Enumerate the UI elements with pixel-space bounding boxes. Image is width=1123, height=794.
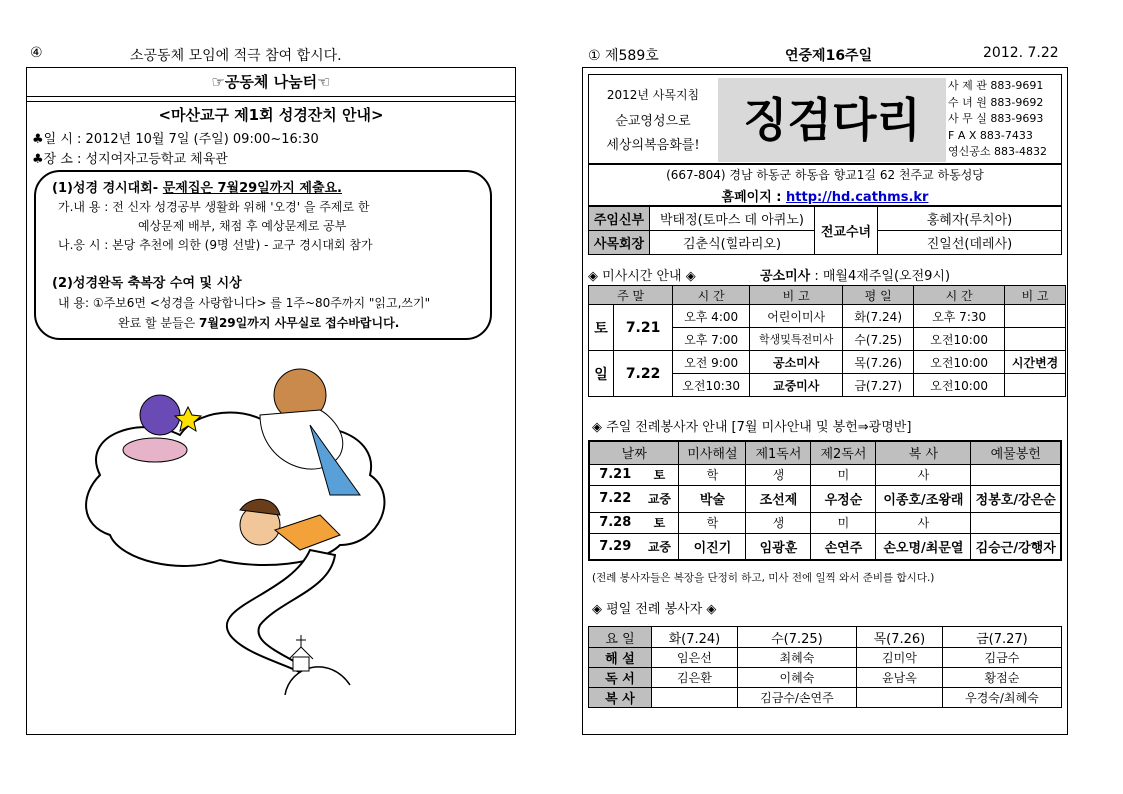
sunday-servers-table: [588, 440, 1062, 561]
contact-list: [948, 78, 1062, 161]
sunday-head-commentary: 미사해설: [679, 441, 746, 464]
sunday-row-reading2: 손연주: [811, 533, 876, 560]
weekday-altar-tue: [652, 688, 738, 708]
weekday-servers-table: [588, 626, 1062, 708]
issue-date: 2012. 7.22: [983, 45, 1059, 61]
sunday-row-altar: 손오명/최문열: [876, 533, 971, 560]
sunday-row: [589, 512, 1061, 533]
issue-number: ① 제589호: [588, 48, 659, 64]
policy-line2: 세상의복음화를!: [606, 138, 700, 153]
section1-exam: 나.응 시 : 본당 추천에 의한 (9명 선발) - 교구 경시대회 참가: [58, 238, 373, 252]
sun-day: 일: [589, 351, 614, 397]
sunday-row-reading1: 생: [746, 464, 811, 485]
weekday-day-2: 수(7.25): [843, 328, 914, 351]
sunday-row-day: 토: [640, 512, 678, 533]
sat-date: 7.21: [614, 305, 673, 351]
liturgical-season: 연중제16주일: [785, 48, 873, 64]
sunday-row-day: 교중: [640, 485, 678, 512]
weekday-reading-fri: 황점순: [942, 668, 1061, 688]
sunday-row-offering: 김승근/강행자: [971, 533, 1061, 560]
sunday-row-altar: 사: [876, 512, 971, 533]
sunday-row-day: 교중: [640, 533, 678, 560]
sunday-row-reading2: 우정순: [811, 485, 876, 512]
section1-heading-text: (1)성경 경시대회-: [52, 181, 163, 196]
sunday-row-date: 7.29: [589, 533, 640, 560]
section1-content-cont: 예상문제 배부, 채점 후 예상문제로 공부: [138, 219, 347, 233]
sunday-head-date: 날짜: [589, 441, 679, 464]
mass-head-weekend: 주 말: [589, 286, 673, 305]
event-date: ♣일 시 : 2012년 10월 7일 (주일) 09:00~16:30: [32, 132, 319, 147]
newsletter-logo: 징검다리: [718, 78, 946, 162]
community-banner: ☞공동체 나눔터☜: [27, 68, 515, 97]
sunday-row-date: 7.22: [589, 485, 640, 512]
sunday-row-reading2: 미: [811, 512, 876, 533]
mass-schedule-title: ◈ 미사시간 안내 ◈: [588, 269, 696, 284]
sun-note-1: 공소미사: [750, 351, 843, 374]
weekday-time-3: 오전10:00: [914, 351, 1005, 374]
sunday-row: [589, 464, 1061, 485]
sunday-row-day: 토: [640, 464, 678, 485]
sunday-row-offering: [971, 512, 1061, 533]
section1-deadline: 문제집은 7월29일까지 제출요.: [162, 181, 342, 196]
mass-head-weekday: 평 일: [843, 286, 914, 305]
chapel-icon: [293, 657, 309, 671]
weekday-note-4: [1005, 374, 1066, 397]
weekday-reading-tue: 김은환: [652, 668, 738, 688]
sunday-row: [589, 485, 1061, 512]
mass-schedule-table: [588, 285, 1066, 397]
weekday-altar-fri: 우경숙/최혜숙: [942, 688, 1061, 708]
sunday-row-reading1: 생: [746, 512, 811, 533]
staff-table: [588, 206, 1062, 255]
weekday-time-2: 오전10:00: [914, 328, 1005, 351]
section1-content: 가.내 용 : 전 신자 성경공부 생활화 위해 '오경' 을 주제로 한: [58, 200, 370, 214]
child-head-icon: [140, 395, 180, 435]
section2-heading: (2)성경완독 축복장 수여 및 시상: [52, 276, 242, 291]
sunday-row-offering: [971, 464, 1061, 485]
parish-address: (667-804) 경남 하동군 하동읍 향교1길 62 천주교 하동성당: [666, 168, 984, 182]
sunday-row: [589, 533, 1061, 560]
sister2-name: 진일선(데레사): [878, 231, 1062, 255]
council-label: 사목회장: [589, 231, 650, 255]
sunday-row-reading2: 미: [811, 464, 876, 485]
weekday-reading-label: 독 서: [589, 668, 652, 688]
sunday-row-commentary: 이진기: [679, 533, 746, 560]
contact-rectory: 사 제 관 883-9691: [948, 79, 1044, 92]
sat-time-1: 오후 4:00: [673, 305, 750, 328]
mission-mass-text: : 매월4재주일(오전9시): [810, 269, 951, 284]
sunday-servers-title: ◈ 주일 전례봉사자 안내 [7월 미사안내 및 봉헌⇒광명반]: [592, 420, 912, 435]
homepage-link[interactable]: http://hd.cathms.kr: [786, 190, 929, 205]
sunday-row-altar: 사: [876, 464, 971, 485]
mission-mass-note: [760, 265, 950, 284]
sun-date: 7.22: [614, 351, 673, 397]
sunday-row-commentary: 학: [679, 512, 746, 533]
weekday-reading-thu: 윤남옥: [856, 668, 942, 688]
sat-note-2: 학생및특전미사: [750, 328, 843, 351]
weekday-day-4: 금(7.27): [843, 374, 914, 397]
section2-deadline: 7월29일까지 사무실로 접수바랍니다.: [199, 316, 400, 330]
sat-day: 토: [589, 305, 614, 351]
policy-line1: 순교영성으로: [615, 114, 691, 129]
weekday-time-4: 오전10:00: [914, 374, 1005, 397]
sisters-label: 전교수녀: [815, 207, 878, 255]
weekday-day-1: 화(7.24): [843, 305, 914, 328]
mass-head-time: 시 간: [673, 286, 750, 305]
sun-note-2: 교중미사: [750, 374, 843, 397]
weekday-day-3: 목(7.26): [843, 351, 914, 374]
sunday-row-commentary: 박술: [679, 485, 746, 512]
council-name: 김춘식(힐라리오): [650, 231, 815, 255]
sunday-row-date: 7.21: [589, 464, 640, 485]
weekday-note-2: [1005, 328, 1066, 351]
sunday-head-reading1: 제1독서: [746, 441, 811, 464]
mass-head-note2: 비 고: [1005, 286, 1066, 305]
event-place: ♣장 소 : 성지여자고등학교 체육관: [32, 152, 228, 167]
sunday-head-offering: 예물봉헌: [971, 441, 1061, 464]
sat-note-1: 어린이미사: [750, 305, 843, 328]
section2-content-cont: [118, 314, 399, 331]
weekday-head-label: 요 일: [589, 627, 652, 648]
pastor-label: 주임신부: [589, 207, 650, 231]
weekday-head-wed: 수(7.25): [737, 627, 856, 648]
mass-head-note: 비 고: [750, 286, 843, 305]
contact-office: 사 무 실 883-9693: [948, 112, 1044, 125]
weekday-head-thu: 목(7.26): [856, 627, 942, 648]
weekday-altar-label: 복 사: [589, 688, 652, 708]
weekday-note-1: [1005, 305, 1066, 328]
sunday-row-reading1: 조선제: [746, 485, 811, 512]
pastor-name: 박태정(토마스 데 아퀴노): [650, 207, 815, 231]
weekday-head-tue: 화(7.24): [652, 627, 738, 648]
weekday-commentary-label: 해 설: [589, 648, 652, 668]
cloud-illustration: [60, 355, 460, 695]
weekday-servers-title: ◈ 평일 전례 봉사자 ◈: [592, 602, 717, 617]
sunday-head-altar: 복 사: [876, 441, 971, 464]
sat-time-2: 오후 7:00: [673, 328, 750, 351]
policy-year: 2012년 사목지침: [606, 88, 700, 102]
weekday-time-1: 오후 7:30: [914, 305, 1005, 328]
weekday-commentary-tue: 임은선: [652, 648, 738, 668]
sister1-name: 홍혜자(루치아): [878, 207, 1062, 231]
left-page-number: ④: [30, 45, 43, 61]
mass-head-time2: 시 간: [914, 286, 1005, 305]
sunday-row-offering: 정봉호/강은순: [971, 485, 1061, 512]
weekday-head-fri: 금(7.27): [942, 627, 1061, 648]
weekday-commentary-fri: 김금수: [942, 648, 1061, 668]
sunday-head-reading2: 제2독서: [811, 441, 876, 464]
homepage: [588, 186, 1062, 205]
sunday-servers-note: (전례 봉사자들은 복장을 단정히 하고, 미사 전에 일찍 와서 준비를 합시다.): [592, 572, 935, 584]
event-title: <마산교구 제1회 성경잔치 안내>: [158, 106, 384, 124]
sunday-row-date: 7.28: [589, 512, 640, 533]
section2-text: 완료 할 분들은: [118, 316, 199, 330]
weekday-commentary-wed: 최혜숙: [737, 648, 856, 668]
mission-mass-label: 공소미사: [760, 269, 811, 284]
sun-time-1: 오전 9:00: [673, 351, 750, 374]
sunday-row-commentary: 학: [679, 464, 746, 485]
sun-time-2: 오전10:30: [673, 374, 750, 397]
homepage-label: 홈페이지 :: [721, 190, 787, 205]
weekday-altar-thu: [856, 688, 942, 708]
weekday-note-3: 시간변경: [1005, 351, 1066, 374]
contact-convent: 수 녀 원 883-9692: [948, 95, 1044, 109]
section2-content: 내 용: ①주보6면 <성경을 사랑합니다> 를 1주~80주까지 "읽고,쓰기": [58, 296, 431, 310]
contact-mission: 영신공소 883-4832: [948, 145, 1047, 158]
section1-heading: [52, 177, 342, 196]
sunday-row-reading1: 임광훈: [746, 533, 811, 560]
weekday-commentary-thu: 김미악: [856, 648, 942, 668]
weekday-reading-wed: 이혜숙: [737, 668, 856, 688]
weekday-altar-wed: 김금수/손연주: [737, 688, 856, 708]
left-slogan: 소공동체 모임에 적극 참여 합시다.: [130, 48, 342, 64]
sunday-row-altar: 이종호/조왕래: [876, 485, 971, 512]
contact-fax: F A X 883-7433: [948, 128, 1033, 142]
